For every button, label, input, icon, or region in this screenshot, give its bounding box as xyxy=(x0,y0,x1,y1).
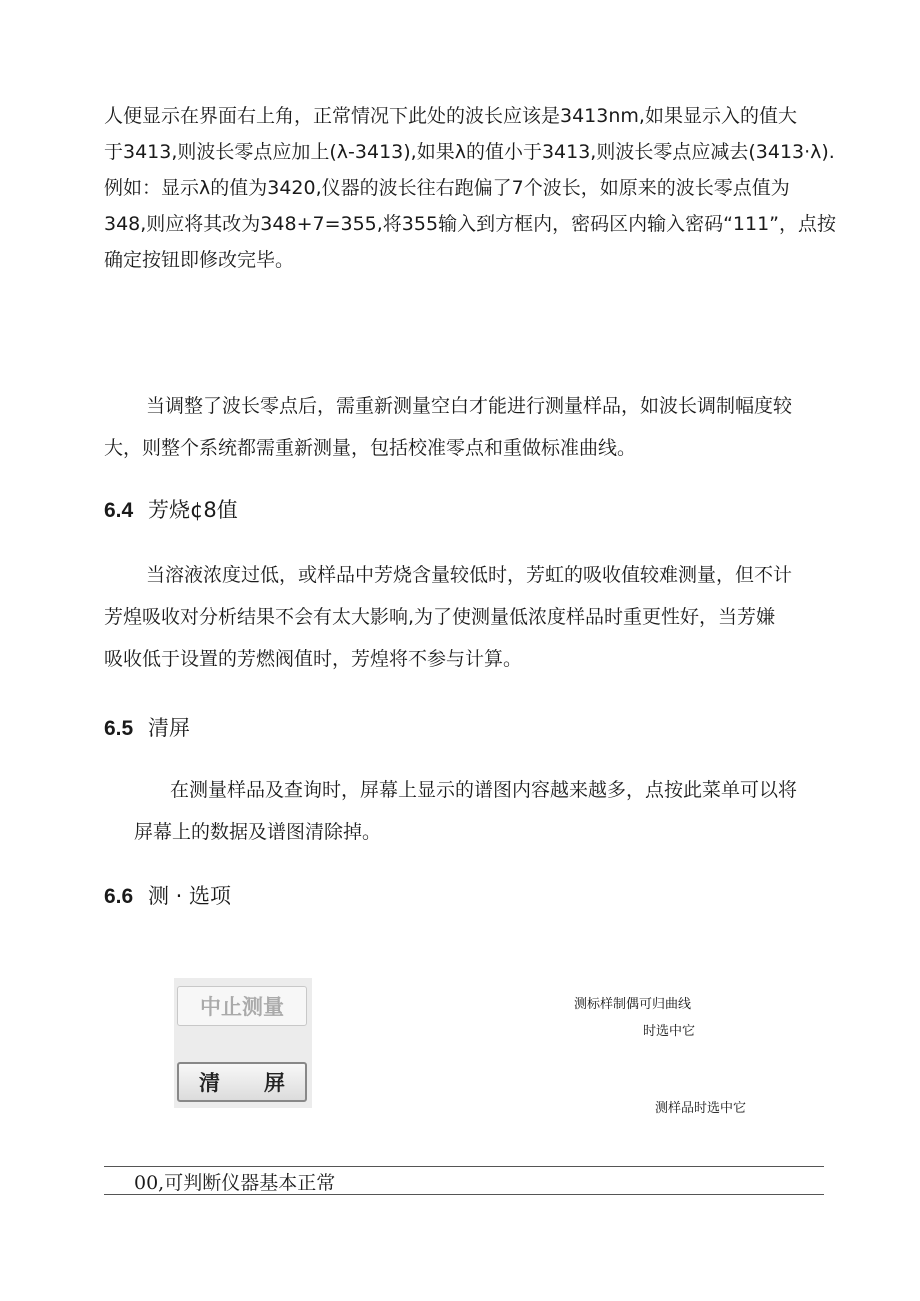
section-heading-6-6 xyxy=(104,880,231,910)
paragraph-clear-screen xyxy=(104,772,820,850)
section-title: 芳烧¢8值 xyxy=(148,498,238,522)
text-line: 例如：显示λ的值为3420,仪器的波长往右跑偏了7个波长，如原来的波长零点值为 xyxy=(104,177,790,199)
button-panel-screenshot xyxy=(174,978,312,1108)
text-line: 确定按钮即修改完毕。 xyxy=(104,249,295,271)
section-number: 6.4 xyxy=(104,499,134,522)
section-heading-6-5 xyxy=(104,712,190,742)
text-line: 当调整了波长零点后，需重新测量空白才能进行测量样品，如波长调制幅度较 xyxy=(146,395,793,417)
clear-screen-button[interactable] xyxy=(177,1062,307,1102)
paragraph-wavelength-zero xyxy=(104,98,837,278)
text-line: 大，则整个系统都需重新测量，包括校准零点和重做标准曲线。 xyxy=(104,437,637,459)
paragraph-threshold xyxy=(104,557,820,677)
text-line: 当溶液浓度过低，或样品中芳烧含量较低时，芳虹的吸收值较难测量，但不计 xyxy=(146,564,793,586)
section-title: 测 · 选项 xyxy=(148,884,232,908)
annotation-standard-curve: 测标样制偶可归曲线 xyxy=(574,997,692,1012)
text-line: 在测量样品及查询时，屏幕上显示的谱图内容越来越多，点按此菜单可以将 xyxy=(170,779,798,801)
divider-top xyxy=(104,1166,824,1167)
text-line: 芳煌吸收对分析结果不会有太大影响,为了使测量低浓度样品时重更性好，当芳嫌 xyxy=(104,606,776,628)
text-line: 348,则应将其改为348+7=355,将355输入到方框内，密码区内输入密码“111”，点按 xyxy=(104,213,837,235)
footer-text: 00,可判断仪器基本正常 xyxy=(134,1172,336,1194)
annotation-select-when: 时选中它 xyxy=(643,1024,696,1039)
paragraph-remeasure xyxy=(104,388,820,466)
text-line: 于3413,则波长零点应加上(λ-3413),如果λ的值小于3413,则波长零点应减去(3413·λ). xyxy=(104,141,835,163)
stop-measure-button[interactable]: 中止测量 xyxy=(177,986,307,1026)
section-title: 清屏 xyxy=(148,716,190,740)
text-line: 人便显示在界面右上角，正常情况下此处的波长应该是3413nm,如果显示入的值大 xyxy=(104,105,797,127)
text-line: 吸收低于设置的芳燃阀值时，芳煌将不参与计算。 xyxy=(104,648,523,670)
text-line: 屏幕上的数据及谱图清除掉。 xyxy=(134,821,382,843)
annotation-sample-select: 测样品时选中它 xyxy=(655,1101,747,1116)
section-number: 6.5 xyxy=(104,717,134,740)
section-heading-6-4 xyxy=(104,494,238,524)
section-number: 6.6 xyxy=(104,885,134,908)
divider-bottom xyxy=(104,1194,824,1195)
clear-button-right-char: 屏 xyxy=(264,1071,285,1095)
clear-button-left-char: 清 xyxy=(199,1071,220,1095)
